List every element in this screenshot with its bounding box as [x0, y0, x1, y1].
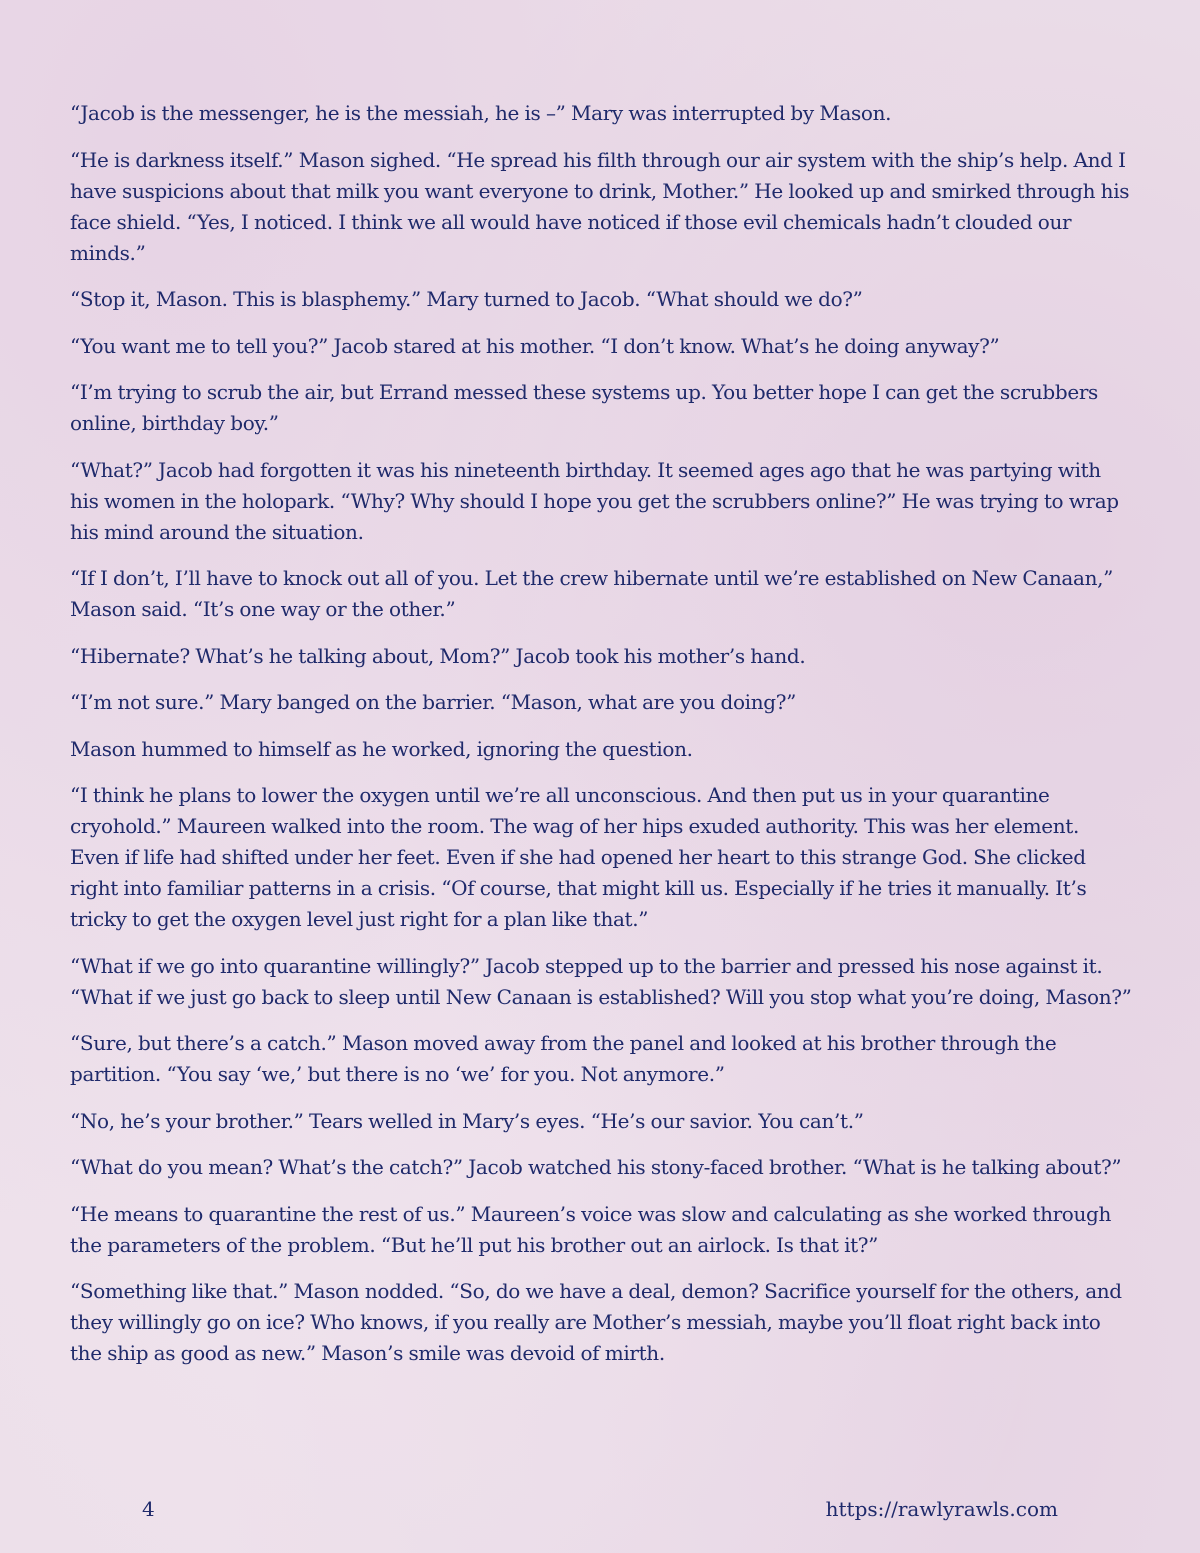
paragraph: “What if we go into quarantine willingly?” Jacob stepped up to the barrier and pressed his nose against it. “What if we just go back to sleep until New Canaan is established? Will you stop what you’re doing, Mason?” — [70, 953, 1132, 1009]
paragraph: “I’m trying to scrub the air, but Errand messed these systems up. You better hope I can get the scrubbers online, birthday boy.” — [70, 380, 1098, 435]
site-url: https://rawlyrawls.com — [825, 1497, 1058, 1521]
paragraph: “Jacob is the messenger, he is the messiah, he is –” Mary was interrupted by Mason. — [70, 101, 892, 125]
paragraph: “You want me to tell you?” Jacob stared at his mother. “I don’t know. What’s he doing anyway?” — [70, 333, 1000, 358]
paragraph: “He is darkness itself.” Mason sighed. “He spread his filth through our air system with the ship’s help. And I have suspicions about that milk you want everyone to drink, Mother.” He looked up and smirked through his face shield. “Yes, I noticed. I think we all would have noticed if those evil chemicals hadn’t clouded our minds.” — [70, 147, 1130, 265]
paragraph: “I think he plans to lower the oxygen until we’re all unconscious. And then put us in your quarantine cryohold.” Maureen walked into the room. The wag of her hips exuded authority. This was her element. Even if life had shifted under her feet. Even if she had opened her heart to this strange God. She clicked right into familiar patterns in a crisis. “Of course, that might kill us. Especially if he tries it manually. It’s tricky to get the oxygen level just right for a plan like that.” — [70, 783, 1087, 931]
paragraph: “Sure, but there’s a catch.” Mason moved away from the panel and looked at his brother through the partition. “You say ‘we,’ but there is no ‘we’ for you. Not anymore.” — [70, 1031, 1057, 1086]
page-footer — [0, 1494, 1200, 1524]
paragraph: “He means to quarantine the rest of us.” Maureen’s voice was slow and calculating as she worked through the parameters of the problem. “But he’ll put his brother out an airlock. Is that it?” — [70, 1201, 1112, 1257]
page-body — [70, 98, 1132, 1385]
paragraph: “Hibernate? What’s he talking about, Mom?” Jacob took his mother’s hand. — [70, 643, 806, 668]
paragraph: “Stop it, Mason. This is blasphemy.” Mary turned to Jacob. “What should we do?” — [70, 287, 863, 311]
page-number: 4 — [142, 1497, 155, 1521]
paragraph: “What?” Jacob had forgotten it was his nineteenth birthday. It seemed ages ago that he was partying with his women in the holopark. “Why? Why should I hope you get the scrubbers online?” He was trying to wrap his mind around the situation. — [70, 457, 1119, 544]
paragraph: “I’m not sure.” Mary banged on the barrier. “Mason, what are you doing?” — [70, 690, 796, 714]
paragraph: Mason hummed to himself as he worked, ignoring the question. — [70, 736, 693, 761]
paragraph: “What do you mean? What’s the catch?” Jacob watched his stony-faced brother. “What is he talking about?” — [70, 1155, 1122, 1179]
paragraph: “Something like that.” Mason nodded. “So, do we have a deal, demon? Sacrifice yourself for the others, and they willingly go on ice? Who knows, if you really are Mother’s messiah, maybe you’ll float right back into the ship as good as new.” Mason’s smile was devoid of mirth. — [70, 1279, 1122, 1365]
paragraph: “No, he’s your brother.” Tears welled in Mary’s eyes. “He’s our savior. You can’t.” — [70, 1108, 864, 1133]
paragraph: “If I don’t, I’ll have to knock out all of you. Let the crew hibernate until we’re established on New Canaan,” Mason said. “It’s one way or the other.” — [70, 566, 1113, 621]
